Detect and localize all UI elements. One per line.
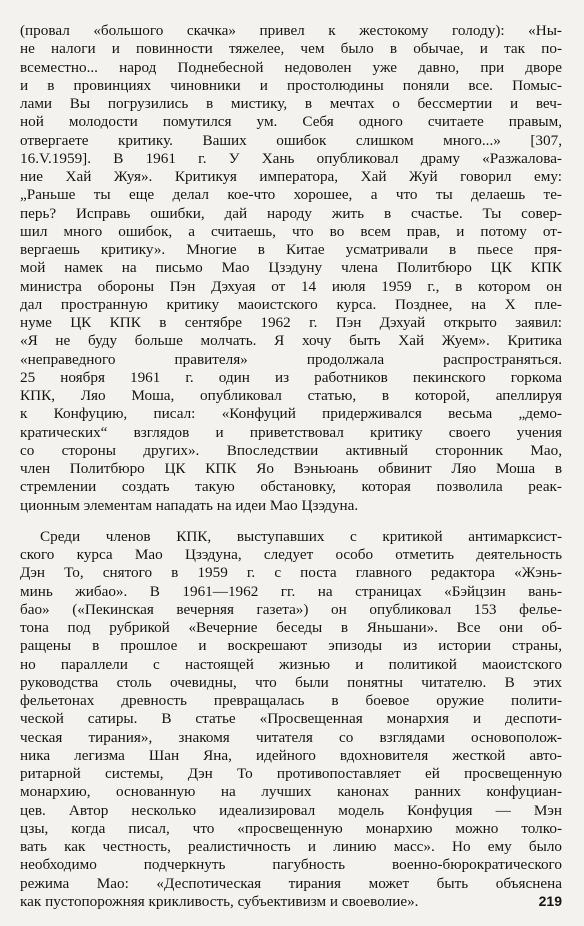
text-line: к Конфуцию, писал: «Конфуций придерживался весьма „демо- (20, 405, 562, 423)
text-line: кратических“ взглядов и приветствовал критику своего учения (20, 423, 562, 441)
text-line: перь? Исправь ошибки, дай народу жить в счастье. Ты совер- (20, 204, 562, 222)
text-line: ского курса Мао Цзэдуна, следует особо отметить деятельность (20, 546, 562, 563)
text-line: Дэн То, снятого в 1959 г. с поста главного редактора «Жэнь- (20, 564, 562, 582)
text-line: 16.V.1959]. В 1961 г. У Хань опубликовал драму «Разжалова- (20, 149, 562, 167)
text-line: ческой сатиры. В статье «Просвещенная монархия и деспоти- (20, 710, 562, 728)
text-line: не налоги и повинности тяжелее, чем было в обычае, и так по- (20, 40, 562, 58)
paragraph-2 (20, 528, 562, 911)
text-line: вать как честность, реалистичность и линию масс». Но ему было (20, 838, 562, 855)
text-line: вергаешь критику». Многие в Китае усматривали в пьесе пря- (20, 241, 562, 258)
text-line: мой намек на письмо Мао Цзэдуну члена Политбюро ЦК КПК (20, 259, 562, 277)
text-line: «Я не буду больше молчать. Я хочу быть Хай Жуем». Критика (20, 332, 562, 350)
text-line: цзы, когда писал, что «просвещенную монархию можно толко- (20, 819, 562, 837)
text-line: «неправедного правителя» продолжала распространяться. (20, 350, 562, 368)
text-line: 25 ноября 1961 г. один из работников пекинского горкома (20, 368, 562, 386)
text-line: КПК, Ляо Моша, опубликовал статью, в которой, апеллируя (20, 387, 562, 404)
text-line: ние Хай Жуя». Критикуя императора, Хай Жуй говорил ему: (20, 168, 562, 185)
text-line: руководства столь очевидны, что были понятны читателю. В этих (20, 673, 562, 691)
text-line: ционным элементам нападать на идеи Мао Цзэдуна. (20, 496, 359, 514)
text-line: лами Вы погрузились в мистику, в мечтах о бессмертии и веч- (20, 95, 562, 112)
text-line: „Раньше ты еще делал кое-что хорошее, а что ты делаешь те- (20, 186, 562, 204)
text-line: и в провинциях чиновники и простолюдины поняли все. Помыс- (20, 76, 562, 94)
text-line: нуме ЦК КПК в сентябре 1962 г. Пэн Дэхуай открыто заявил: (20, 314, 562, 331)
text-line: (провал «большого скачка» привел к жестокому голоду): «Ны- (20, 22, 562, 39)
text-line: монархию, основанную на лучших канонах ранних конфуциан- (20, 783, 562, 801)
text-line: шил много ошибок, а считаешь, что во всем прав, и потому от- (20, 222, 562, 240)
page-number: 219 (538, 893, 562, 909)
text-line: ческая тирания», знакомя читателя со взглядами основополож- (20, 728, 562, 746)
text-line: необходимо подчеркнуть пагубность военно-бюрократического (20, 856, 562, 874)
text-line: ритарной системы, Дэн То противопоставляет ей просвещенную (20, 765, 562, 782)
text-line: цев. Автор несколько идеализировал модель Конфуция — Мэн (20, 801, 562, 819)
text-line: со стороны других». Впоследствии активный сторонник Мао, (20, 441, 562, 459)
text-line: ника легизма Шан Яна, идейного вдохновителя жесткой авто- (20, 746, 562, 764)
text-line: минь жибао». В 1961—1962 гг. на страницах «Бэйцзин вань- (20, 582, 562, 600)
text-line: бао» («Пекинская вечерняя газета») он опубликовал 153 фелье- (20, 600, 562, 618)
text-line: ращены в прошлое и воскрешают эпизоды из истории страны, (20, 637, 562, 655)
text-line: тона под рубрикой «Вечерние беседы в Яньшани». Все они об- (20, 619, 562, 636)
text-line: стремлении создать такую обстановку, которая позволила реак- (20, 478, 562, 496)
text-line: Среди членов КПК, выступавших с критикой антимарксист- (40, 527, 562, 545)
text-line: министра обороны Пэн Дэхуая от 14 июля 1959 г., в котором он (20, 277, 562, 295)
text-line: член Политбюро ЦК КПК Яо Вэньюань обвинит Ляо Моша в (20, 460, 562, 477)
text-line: но параллели с настоящей жизнью и политикой маоистского (20, 655, 562, 673)
paragraph-1 (20, 22, 562, 515)
text-line: отвергаете критику. Ваших ошибок слишком много...» [307, (20, 131, 562, 149)
text-line: фельетонах древность превращалась в боевое оружие полити- (20, 692, 562, 709)
text-line: режима Мао: «Деспотическая тирания может быть объяснена (20, 874, 562, 892)
text-line: дал пространную критику маоистского курса. Позднее, на X пле- (20, 295, 562, 313)
text-line: всеместно... народ Поднебесной недоволен уже давно, при дворе (20, 58, 562, 76)
text-line: как пустопорожняя крикливость, субъективизм и своеволие». (20, 892, 419, 910)
text-line: ной молодости помутился ум. Себя одного считаете правым, (20, 113, 562, 131)
